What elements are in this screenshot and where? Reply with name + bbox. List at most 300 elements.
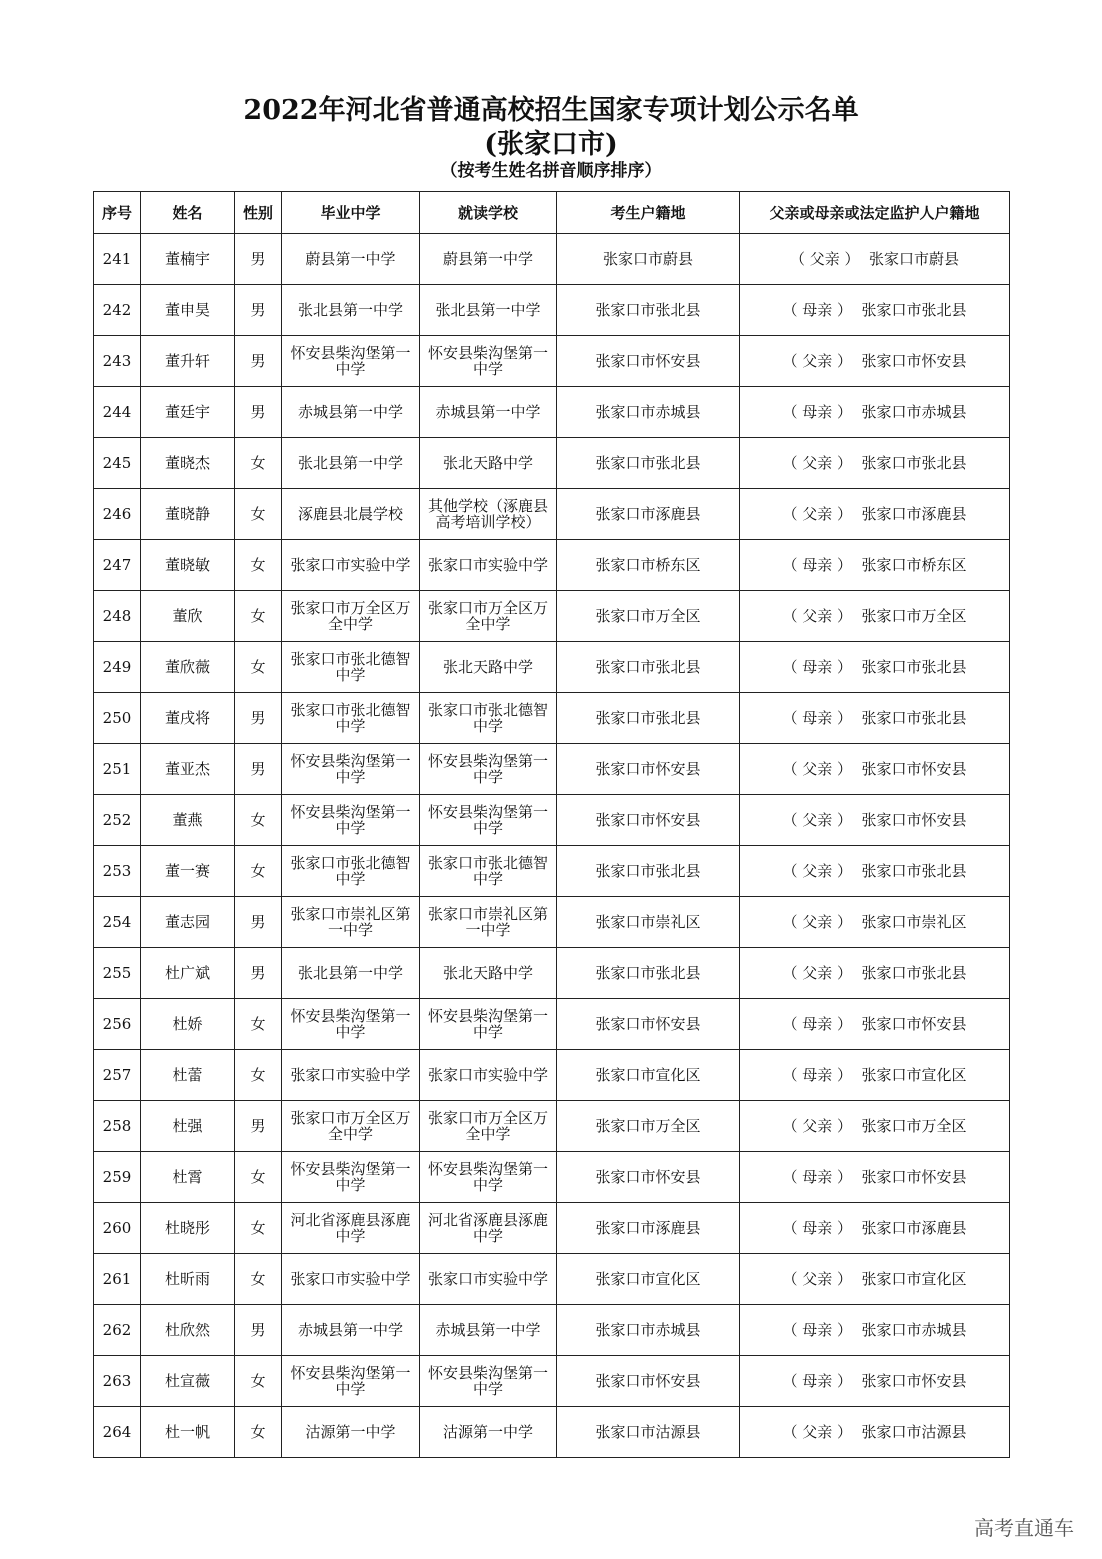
cell-gender: 男 — [235, 897, 282, 948]
cell-parent-hukou — [740, 1356, 1010, 1407]
cell-study-school: 其他学校（涿鹿县高考培训学校） — [420, 489, 557, 540]
cell-grad-school: 张家口市张北德智中学 — [282, 846, 420, 897]
cell-hukou: 张家口市万全区 — [557, 1101, 740, 1152]
paren-close: ） — [832, 556, 862, 574]
header-seq: 序号 — [94, 192, 141, 234]
cell-seq: 241 — [94, 234, 141, 285]
cell-parent-hukou — [740, 1305, 1010, 1356]
cell-parent-hukou — [740, 387, 1010, 438]
cell-hukou: 张家口市万全区 — [557, 591, 740, 642]
parent-hukou-place: 张家口市怀安县 — [861, 1015, 967, 1033]
parent-relation: 母亲 — [802, 403, 833, 421]
cell-seq: 259 — [94, 1152, 141, 1203]
cell-name: 董志园 — [141, 897, 235, 948]
paren-close: ） — [832, 352, 862, 370]
cell-name: 杜强 — [141, 1101, 235, 1152]
cell-grad-school: 怀安县柴沟堡第一中学 — [282, 795, 420, 846]
parent-hukou-place: 张家口市怀安县 — [861, 1168, 967, 1186]
parent-relation: 父亲 — [802, 607, 833, 625]
paren-close: ） — [839, 250, 870, 268]
header-study-school: 就读学校 — [420, 192, 557, 234]
cell-seq: 257 — [94, 1050, 141, 1101]
paren-open: （ — [782, 760, 803, 778]
cell-name: 杜宣薇 — [141, 1356, 235, 1407]
cell-name: 杜广斌 — [141, 948, 235, 999]
table-row — [94, 846, 1010, 897]
cell-name: 董晓杰 — [141, 438, 235, 489]
cell-study-school: 怀安县柴沟堡第一中学 — [420, 1152, 557, 1203]
paren-open: （ — [782, 862, 803, 880]
table-row — [94, 1356, 1010, 1407]
cell-study-school: 沽源第一中学 — [420, 1407, 557, 1458]
table-row — [94, 336, 1010, 387]
cell-gender: 女 — [235, 1050, 282, 1101]
paren-close: ） — [832, 1270, 862, 1288]
parent-relation: 父亲 — [802, 352, 833, 370]
parent-relation: 母亲 — [802, 1168, 833, 1186]
cell-name: 董戌将 — [141, 693, 235, 744]
cell-seq: 251 — [94, 744, 141, 795]
cell-gender: 女 — [235, 438, 282, 489]
parent-relation: 母亲 — [802, 301, 833, 319]
cell-hukou: 张家口市沽源县 — [557, 1407, 740, 1458]
cell-hukou: 张家口市怀安县 — [557, 1356, 740, 1407]
cell-hukou: 张家口市蔚县 — [557, 234, 740, 285]
paren-open: （ — [782, 1015, 803, 1033]
cell-seq: 261 — [94, 1254, 141, 1305]
cell-seq: 244 — [94, 387, 141, 438]
paren-close: ） — [832, 607, 862, 625]
cell-seq: 262 — [94, 1305, 141, 1356]
cell-grad-school: 赤城县第一中学 — [282, 1305, 420, 1356]
paren-close: ） — [832, 1321, 862, 1339]
paren-open: （ — [782, 301, 803, 319]
cell-grad-school: 张北县第一中学 — [282, 285, 420, 336]
paren-open: （ — [782, 709, 803, 727]
cell-hukou: 张家口市张北县 — [557, 438, 740, 489]
parent-relation: 父亲 — [802, 505, 833, 523]
cell-seq: 263 — [94, 1356, 141, 1407]
paren-close: ） — [832, 1066, 862, 1084]
cell-seq: 243 — [94, 336, 141, 387]
cell-grad-school: 怀安县柴沟堡第一中学 — [282, 336, 420, 387]
cell-grad-school: 怀安县柴沟堡第一中学 — [282, 744, 420, 795]
parent-relation: 母亲 — [802, 1015, 833, 1033]
parent-relation: 父亲 — [802, 1270, 833, 1288]
paren-close: ） — [832, 913, 862, 931]
table-row — [94, 1254, 1010, 1305]
cell-grad-school: 河北省涿鹿县涿鹿中学 — [282, 1203, 420, 1254]
document-subtitle: (张家口市) — [484, 129, 618, 160]
cell-grad-school: 张家口市实验中学 — [282, 1254, 420, 1305]
table-row — [94, 642, 1010, 693]
cell-study-school: 张家口市实验中学 — [420, 1050, 557, 1101]
cell-hukou: 张家口市赤城县 — [557, 1305, 740, 1356]
cell-parent-hukou — [740, 438, 1010, 489]
parent-hukou-place: 张家口市怀安县 — [861, 811, 967, 829]
cell-gender: 男 — [235, 336, 282, 387]
parent-hukou-place: 张家口市赤城县 — [861, 1321, 967, 1339]
cell-parent-hukou — [740, 642, 1010, 693]
cell-parent-hukou — [740, 1254, 1010, 1305]
cell-hukou: 张家口市怀安县 — [557, 999, 740, 1050]
cell-gender: 女 — [235, 540, 282, 591]
cell-seq: 247 — [94, 540, 141, 591]
cell-name: 杜晓彤 — [141, 1203, 235, 1254]
parent-relation: 父亲 — [802, 913, 833, 931]
table-row — [94, 438, 1010, 489]
parent-relation: 母亲 — [802, 658, 833, 676]
parent-hukou-place: 张家口市万全区 — [861, 607, 967, 625]
cell-study-school: 怀安县柴沟堡第一中学 — [420, 744, 557, 795]
table-row — [94, 489, 1010, 540]
parent-hukou-place: 张家口市张北县 — [861, 658, 967, 676]
cell-seq: 252 — [94, 795, 141, 846]
parent-relation: 父亲 — [802, 1117, 833, 1135]
cell-parent-hukou — [740, 897, 1010, 948]
cell-parent-hukou — [740, 591, 1010, 642]
paren-open: （ — [782, 1066, 803, 1084]
paren-open: （ — [782, 352, 803, 370]
cell-grad-school: 张家口市万全区万全中学 — [282, 591, 420, 642]
parent-hukou-place: 张家口市张北县 — [861, 709, 967, 727]
cell-gender: 男 — [235, 693, 282, 744]
cell-study-school: 张家口市万全区万全中学 — [420, 591, 557, 642]
cell-grad-school: 张家口市万全区万全中学 — [282, 1101, 420, 1152]
table-row — [94, 897, 1010, 948]
cell-grad-school: 张家口市实验中学 — [282, 540, 420, 591]
cell-grad-school: 怀安县柴沟堡第一中学 — [282, 999, 420, 1050]
parent-hukou-place: 张家口市蔚县 — [869, 250, 960, 268]
cell-grad-school: 蔚县第一中学 — [282, 234, 420, 285]
cell-parent-hukou — [740, 846, 1010, 897]
parent-hukou-place: 张家口市万全区 — [861, 1117, 967, 1135]
table-row — [94, 234, 1010, 285]
header-gender: 性别 — [235, 192, 282, 234]
paren-open: （ — [782, 1117, 803, 1135]
parent-relation: 父亲 — [809, 250, 840, 268]
cell-name: 董亚杰 — [141, 744, 235, 795]
paren-close: ） — [832, 1168, 862, 1186]
cell-name: 董一赛 — [141, 846, 235, 897]
cell-gender: 男 — [235, 1101, 282, 1152]
cell-hukou: 张家口市怀安县 — [557, 795, 740, 846]
cell-seq: 248 — [94, 591, 141, 642]
parent-hukou-place: 张家口市桥东区 — [861, 556, 967, 574]
cell-study-school: 张北天路中学 — [420, 438, 557, 489]
cell-grad-school: 赤城县第一中学 — [282, 387, 420, 438]
cell-parent-hukou — [740, 1152, 1010, 1203]
cell-grad-school: 张北县第一中学 — [282, 948, 420, 999]
table-row — [94, 1305, 1010, 1356]
cell-study-school: 张北天路中学 — [420, 642, 557, 693]
paren-close: ） — [832, 964, 862, 982]
cell-study-school: 怀安县柴沟堡第一中学 — [420, 795, 557, 846]
header-hukou: 考生户籍地 — [557, 192, 740, 234]
cell-parent-hukou — [740, 489, 1010, 540]
cell-study-school: 赤城县第一中学 — [420, 387, 557, 438]
cell-gender: 男 — [235, 948, 282, 999]
cell-grad-school: 张家口市张北德智中学 — [282, 693, 420, 744]
table-row — [94, 795, 1010, 846]
parent-relation: 父亲 — [802, 454, 833, 472]
cell-name: 董欣薇 — [141, 642, 235, 693]
cell-seq: 256 — [94, 999, 141, 1050]
cell-study-school: 张家口市实验中学 — [420, 540, 557, 591]
watermark-text: 高考直通车 — [974, 1516, 1074, 1540]
cell-study-school: 张北县第一中学 — [420, 285, 557, 336]
cell-grad-school: 张家口市崇礼区第一中学 — [282, 897, 420, 948]
cell-parent-hukou — [740, 540, 1010, 591]
cell-seq: 245 — [94, 438, 141, 489]
parent-hukou-place: 张家口市沽源县 — [861, 1423, 967, 1441]
parent-hukou-place: 张家口市怀安县 — [861, 1372, 967, 1390]
parent-hukou-place: 张家口市涿鹿县 — [861, 1219, 967, 1237]
cell-gender: 女 — [235, 489, 282, 540]
header-parent-hukou: 父亲或母亲或法定监护人户籍地 — [740, 192, 1010, 234]
paren-close: ） — [832, 1423, 862, 1441]
cell-study-school: 赤城县第一中学 — [420, 1305, 557, 1356]
cell-gender: 女 — [235, 795, 282, 846]
parent-hukou-place: 张家口市张北县 — [861, 454, 967, 472]
cell-name: 杜一帆 — [141, 1407, 235, 1458]
cell-seq: 255 — [94, 948, 141, 999]
cell-gender: 女 — [235, 1254, 282, 1305]
parent-hukou-place: 张家口市怀安县 — [861, 352, 967, 370]
cell-name: 董晓敏 — [141, 540, 235, 591]
paren-open: （ — [782, 607, 803, 625]
cell-name: 董燕 — [141, 795, 235, 846]
cell-name: 董晓静 — [141, 489, 235, 540]
cell-gender: 女 — [235, 846, 282, 897]
parent-hukou-place: 张家口市涿鹿县 — [861, 505, 967, 523]
cell-gender: 女 — [235, 1407, 282, 1458]
table-row — [94, 1203, 1010, 1254]
cell-grad-school: 怀安县柴沟堡第一中学 — [282, 1152, 420, 1203]
paren-open: （ — [782, 964, 803, 982]
paren-close: ） — [832, 811, 862, 829]
cell-grad-school: 张家口市实验中学 — [282, 1050, 420, 1101]
cell-parent-hukou — [740, 744, 1010, 795]
cell-study-school: 怀安县柴沟堡第一中学 — [420, 999, 557, 1050]
cell-seq: 254 — [94, 897, 141, 948]
cell-grad-school: 沽源第一中学 — [282, 1407, 420, 1458]
cell-seq: 264 — [94, 1407, 141, 1458]
paren-close: ） — [832, 505, 862, 523]
parent-hukou-place: 张家口市怀安县 — [861, 760, 967, 778]
table-row — [94, 744, 1010, 795]
roster-table — [93, 191, 1010, 1458]
cell-name: 董欣 — [141, 591, 235, 642]
cell-name: 杜霄 — [141, 1152, 235, 1203]
parent-relation: 父亲 — [802, 811, 833, 829]
cell-study-school: 张家口市万全区万全中学 — [420, 1101, 557, 1152]
paren-open: （ — [782, 556, 803, 574]
cell-gender: 男 — [235, 744, 282, 795]
header-grad-school: 毕业中学 — [282, 192, 420, 234]
table-row — [94, 387, 1010, 438]
cell-study-school: 张家口市张北德智中学 — [420, 846, 557, 897]
cell-hukou: 张家口市张北县 — [557, 693, 740, 744]
cell-hukou: 张家口市涿鹿县 — [557, 1203, 740, 1254]
cell-hukou: 张家口市崇礼区 — [557, 897, 740, 948]
parent-hukou-place: 张家口市张北县 — [861, 862, 967, 880]
parent-hukou-place: 张家口市赤城县 — [861, 403, 967, 421]
cell-seq: 258 — [94, 1101, 141, 1152]
parent-hukou-place: 张家口市崇礼区 — [861, 913, 967, 931]
cell-hukou: 张家口市涿鹿县 — [557, 489, 740, 540]
cell-grad-school: 涿鹿县北晨学校 — [282, 489, 420, 540]
cell-name: 董廷宇 — [141, 387, 235, 438]
paren-close: ） — [832, 1372, 862, 1390]
cell-seq: 250 — [94, 693, 141, 744]
cell-parent-hukou — [740, 285, 1010, 336]
paren-close: ） — [832, 658, 862, 676]
cell-seq: 260 — [94, 1203, 141, 1254]
cell-parent-hukou — [740, 336, 1010, 387]
table-row — [94, 1407, 1010, 1458]
parent-relation: 母亲 — [802, 556, 833, 574]
paren-close: ） — [832, 709, 862, 727]
cell-study-school: 河北省涿鹿县涿鹿中学 — [420, 1203, 557, 1254]
paren-open: （ — [782, 1219, 803, 1237]
paren-open: （ — [782, 454, 803, 472]
paren-open: （ — [782, 1321, 803, 1339]
paren-open: （ — [782, 1270, 803, 1288]
paren-close: ） — [832, 1219, 862, 1237]
cell-hukou: 张家口市张北县 — [557, 285, 740, 336]
table-row — [94, 285, 1010, 336]
parent-relation: 母亲 — [802, 1219, 833, 1237]
parent-relation: 父亲 — [802, 862, 833, 880]
cell-seq: 249 — [94, 642, 141, 693]
cell-study-school: 张北天路中学 — [420, 948, 557, 999]
parent-relation: 母亲 — [802, 1321, 833, 1339]
cell-grad-school: 怀安县柴沟堡第一中学 — [282, 1356, 420, 1407]
table-row — [94, 1101, 1010, 1152]
document-sort-note: （按考生姓名拼音顺序排序） — [440, 161, 662, 181]
cell-study-school: 张家口市实验中学 — [420, 1254, 557, 1305]
cell-parent-hukou — [740, 1203, 1010, 1254]
cell-gender: 男 — [235, 1305, 282, 1356]
paren-open: （ — [782, 403, 803, 421]
cell-study-school: 怀安县柴沟堡第一中学 — [420, 1356, 557, 1407]
cell-gender: 女 — [235, 1152, 282, 1203]
cell-gender: 女 — [235, 999, 282, 1050]
cell-parent-hukou — [740, 693, 1010, 744]
cell-gender: 女 — [235, 591, 282, 642]
table-row — [94, 1050, 1010, 1101]
cell-gender: 男 — [235, 387, 282, 438]
document-title: 2022年河北省普通高校招生国家专项计划公示名单 — [243, 95, 859, 126]
cell-name: 董申昊 — [141, 285, 235, 336]
cell-hukou: 张家口市张北县 — [557, 948, 740, 999]
parent-relation: 母亲 — [802, 709, 833, 727]
cell-gender: 女 — [235, 1356, 282, 1407]
parent-relation: 父亲 — [802, 964, 833, 982]
parent-hukou-place: 张家口市张北县 — [861, 301, 967, 319]
table-row — [94, 999, 1010, 1050]
parent-hukou-place: 张家口市张北县 — [861, 964, 967, 982]
cell-gender: 男 — [235, 234, 282, 285]
table-row — [94, 1152, 1010, 1203]
cell-hukou: 张家口市宣化区 — [557, 1050, 740, 1101]
paren-open: （ — [782, 658, 803, 676]
paren-open: （ — [789, 250, 810, 268]
cell-grad-school: 张北县第一中学 — [282, 438, 420, 489]
cell-parent-hukou — [740, 234, 1010, 285]
cell-study-school: 张家口市张北德智中学 — [420, 693, 557, 744]
paren-close: ） — [832, 862, 862, 880]
paren-close: ） — [832, 1117, 862, 1135]
table-row — [94, 591, 1010, 642]
cell-hukou: 张家口市赤城县 — [557, 387, 740, 438]
cell-name: 杜娇 — [141, 999, 235, 1050]
parent-relation: 父亲 — [802, 1423, 833, 1441]
cell-hukou: 张家口市张北县 — [557, 642, 740, 693]
paren-close: ） — [832, 403, 862, 421]
cell-parent-hukou — [740, 948, 1010, 999]
cell-hukou: 张家口市张北县 — [557, 846, 740, 897]
cell-study-school: 蔚县第一中学 — [420, 234, 557, 285]
cell-name: 杜蕾 — [141, 1050, 235, 1101]
cell-parent-hukou — [740, 795, 1010, 846]
paren-open: （ — [782, 1423, 803, 1441]
table-row — [94, 693, 1010, 744]
table-row — [94, 948, 1010, 999]
paren-open: （ — [782, 913, 803, 931]
cell-gender: 女 — [235, 642, 282, 693]
parent-hukou-place: 张家口市宣化区 — [861, 1066, 967, 1084]
cell-parent-hukou — [740, 1407, 1010, 1458]
cell-gender: 男 — [235, 285, 282, 336]
cell-name: 董楠宇 — [141, 234, 235, 285]
parent-relation: 母亲 — [802, 1066, 833, 1084]
cell-parent-hukou — [740, 1101, 1010, 1152]
paren-open: （ — [782, 1168, 803, 1186]
cell-grad-school: 张家口市张北德智中学 — [282, 642, 420, 693]
table-row — [94, 540, 1010, 591]
cell-seq: 253 — [94, 846, 141, 897]
cell-name: 董升轩 — [141, 336, 235, 387]
cell-hukou: 张家口市宣化区 — [557, 1254, 740, 1305]
cell-hukou: 张家口市怀安县 — [557, 744, 740, 795]
cell-seq: 242 — [94, 285, 141, 336]
paren-open: （ — [782, 811, 803, 829]
cell-parent-hukou — [740, 999, 1010, 1050]
paren-close: ） — [832, 1015, 862, 1033]
paren-close: ） — [832, 454, 862, 472]
cell-hukou: 张家口市怀安县 — [557, 336, 740, 387]
cell-hukou: 张家口市怀安县 — [557, 1152, 740, 1203]
cell-name: 杜欣然 — [141, 1305, 235, 1356]
cell-seq: 246 — [94, 489, 141, 540]
cell-study-school: 怀安县柴沟堡第一中学 — [420, 336, 557, 387]
cell-gender: 女 — [235, 1203, 282, 1254]
cell-name: 杜昕雨 — [141, 1254, 235, 1305]
parent-hukou-place: 张家口市宣化区 — [861, 1270, 967, 1288]
paren-open: （ — [782, 505, 803, 523]
parent-relation: 母亲 — [802, 1372, 833, 1390]
parent-relation: 父亲 — [802, 760, 833, 778]
cell-parent-hukou — [740, 1050, 1010, 1101]
paren-open: （ — [782, 1372, 803, 1390]
paren-close: ） — [832, 301, 862, 319]
cell-study-school: 张家口市崇礼区第一中学 — [420, 897, 557, 948]
table-header-row — [94, 192, 1010, 234]
cell-hukou: 张家口市桥东区 — [557, 540, 740, 591]
header-name: 姓名 — [141, 192, 235, 234]
